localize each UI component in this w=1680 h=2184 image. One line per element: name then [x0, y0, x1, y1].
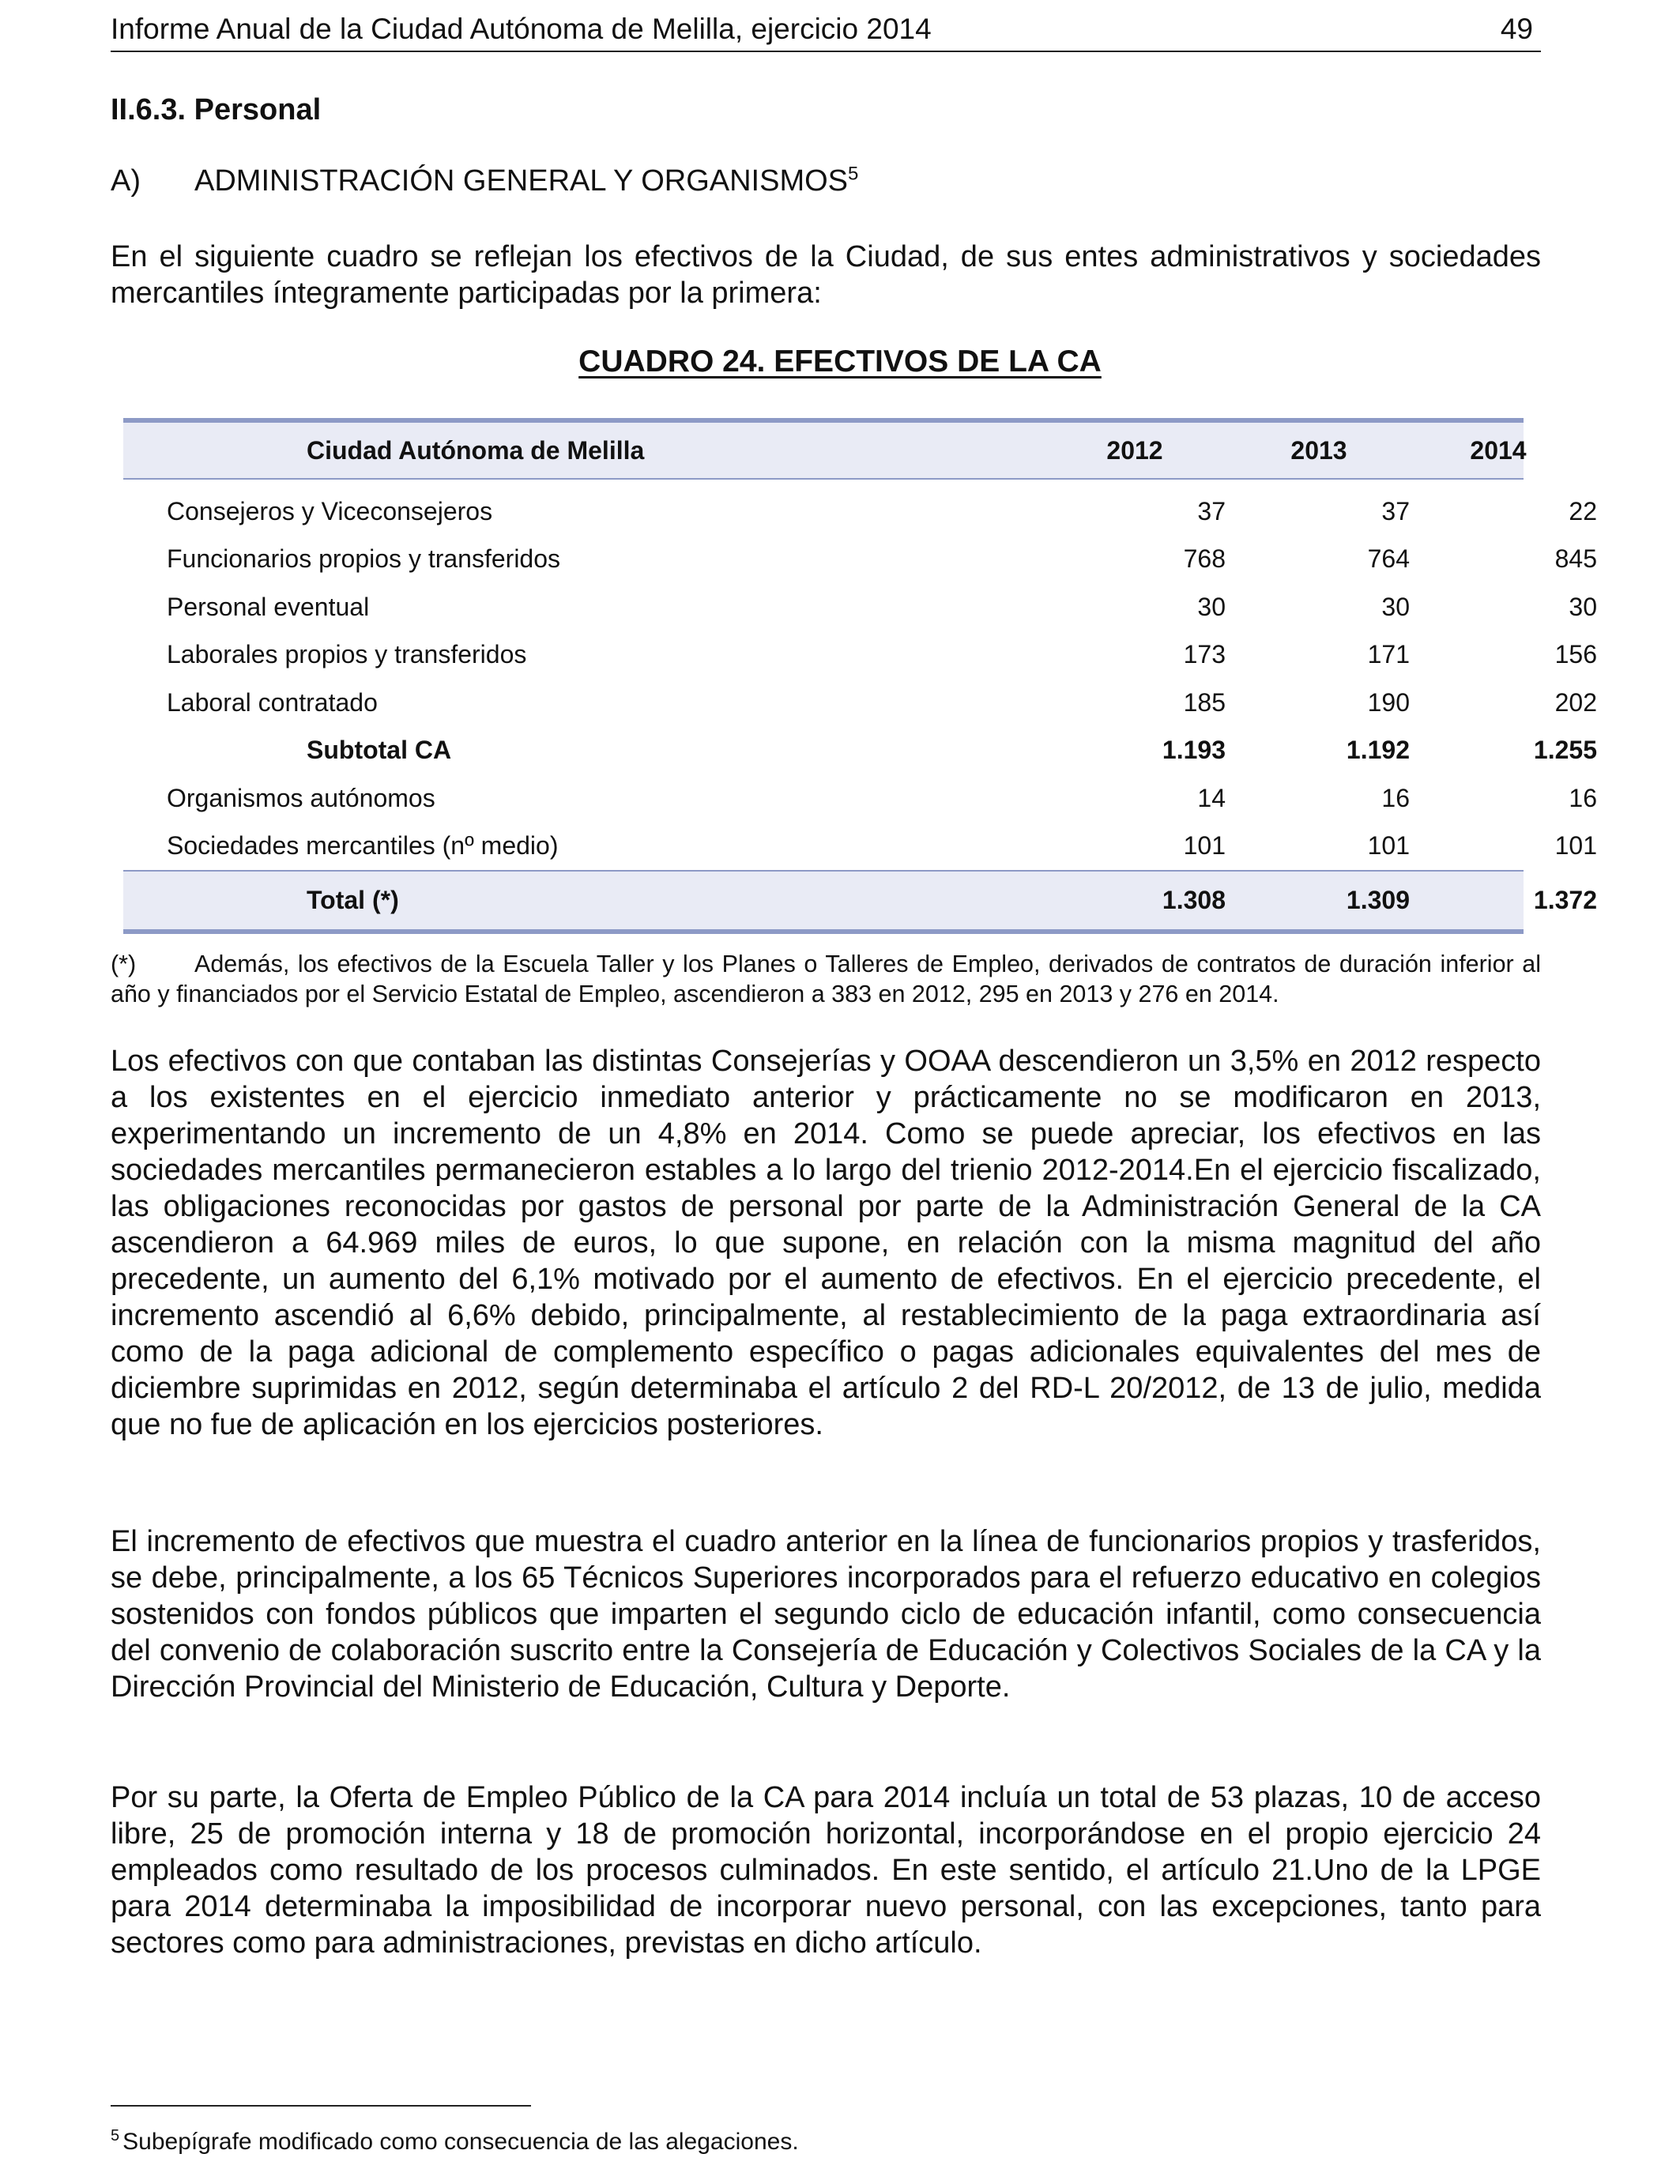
- table-note-text: Además, los efectivos de la Escuela Taller y los Planes o Talleres de Empleo, derivados de contratos de duración inferior al año y financiados por el Servicio Estatal de Empleo, ascendieron a 383 en 2012, 295 en 2013 y 276 en 2014.: [111, 951, 1541, 1007]
- row-value-2014: 202: [1554, 687, 1597, 717]
- row-value-2013: 190: [1367, 687, 1410, 717]
- row-value-2014: 845: [1554, 544, 1597, 574]
- table-row: [123, 679, 1597, 727]
- table-row-total: [123, 872, 1597, 929]
- header-year-2013: 2013: [1290, 435, 1347, 465]
- header-label: Ciudad Autónoma de Melilla: [307, 435, 645, 465]
- row-value-2013: 1.192: [1346, 736, 1410, 765]
- row-label: Sociedades mercantiles (nº medio): [167, 831, 559, 860]
- row-value-2014: 22: [1569, 496, 1597, 525]
- row-value-2014: 16: [1569, 783, 1597, 812]
- header-year-2012: 2012: [1106, 435, 1163, 465]
- row-value-2013: 30: [1381, 592, 1410, 621]
- footnote-divider: [111, 2105, 531, 2107]
- row-value-2013: 764: [1367, 544, 1410, 574]
- row-value-2012: 37: [1197, 496, 1226, 525]
- table-row: [123, 631, 1597, 680]
- page-number: 49: [1500, 13, 1533, 45]
- paragraph-1: Los efectivos con que contaban las distintas Consejerías y OOAA descendieron un 3,5% en 2012 respecto a los existentes en el ejercicio inmediato anterior y prácticamente no se modificaron en 2013, experimentando un incremento de un 4,8% en 2014. Como se puede apreciar, los efectivos en las sociedades mercantiles permanecieron estables a lo largo del trienio 2012-2014.En el ejercicio fiscalizado, las obligaciones reconocidas por gastos de personal por parte de la Administración General de la CA ascendieron a 64.969 miles de euros, lo que supone, en relación con la misma magnitud del año precedente, un aumento del 6,1% motivado por el aumento de efectivos. En el ejercicio precedente, el incremento ascendió al 6,6% debido, principalmente, al restablecimiento de la paga extraordinaria así como de la paga adicional de complemento específico o pagas adicionales equivalentes del mes de diciembre suprimidas en 2012, según determinaba el artículo 2 del RD-L 20/2012, de 13 de julio, medida que no fue de aplicación en los ejercicios posteriores.: [111, 1045, 1541, 1441]
- table-caption: [0, 345, 1680, 379]
- row-label: Laboral contratado: [167, 687, 378, 717]
- total-value-2012: 1.308: [1162, 886, 1226, 914]
- row-value-2014: 1.255: [1533, 736, 1597, 765]
- subsection-title-text: ADMINISTRACIÓN GENERAL Y ORGANISMOS: [194, 164, 849, 198]
- row-label: Subtotal CA: [307, 736, 452, 765]
- row-value-2012: 768: [1183, 544, 1226, 574]
- table-header-row: [123, 423, 1527, 478]
- row-value-2014: 156: [1554, 640, 1597, 669]
- table-note-mark: (*): [111, 951, 137, 977]
- subsection-title: [111, 164, 858, 198]
- row-value-2014: 101: [1554, 831, 1597, 860]
- row-value-2013: 101: [1367, 831, 1410, 860]
- row-value-2012: 101: [1183, 831, 1226, 860]
- intro-paragraph: En el siguiente cuadro se reflejan los efectivos de la Ciudad, de sus entes administrativos y sociedades mercantiles íntegramente participadas por la primera:: [111, 240, 1541, 310]
- total-label: Total (*): [307, 886, 399, 914]
- table-row: [123, 536, 1597, 584]
- row-label: Funcionarios propios y transferidos: [167, 544, 561, 574]
- row-value-2013: 171: [1367, 640, 1410, 669]
- table-row: [123, 488, 1597, 536]
- row-value-2014: 30: [1569, 592, 1597, 621]
- row-value-2013: 16: [1381, 783, 1410, 812]
- table-row: [123, 823, 1597, 871]
- total-value-2014: 1.372: [1533, 886, 1597, 914]
- row-label: Organismos autónomos: [167, 783, 435, 812]
- row-value-2012: 185: [1183, 687, 1226, 717]
- footnote-text: Subepígrafe modificado como consecuencia de las alegaciones.: [122, 2129, 799, 2155]
- section-title: II.6.3. Personal: [111, 93, 322, 126]
- subsection-letter: A): [111, 164, 141, 198]
- page-header: [111, 13, 1541, 52]
- row-value-2012: 14: [1197, 783, 1226, 812]
- table-caption-text: CUADRO 24. EFECTIVOS DE LA CA: [578, 345, 1102, 378]
- table-row: [123, 774, 1597, 823]
- row-value-2013: 37: [1381, 496, 1410, 525]
- table-note: [111, 949, 1541, 1009]
- footnote-ref[interactable]: 5: [848, 163, 859, 185]
- footnote-number: 5: [111, 2127, 120, 2144]
- table-row: [123, 583, 1597, 631]
- row-label: Laborales propios y transferidos: [167, 640, 527, 669]
- paragraph-3: Por su parte, la Oferta de Empleo Público de la CA para 2014 incluía un total de 53 plazas, 10 de acceso libre, 25 de promoción interna y 18 de promoción horizontal, incorporándose en el propio ejercicio 24 empleados como resultado de los procesos culminados. En este sentido, el artículo 21.Uno de la LPGE para 2014 determinaba la imposibilidad de incorporar nuevo personal, con las excepciones, tanto para sectores como para administraciones, previstas en dicho artículo.: [111, 1781, 1541, 1960]
- efectivos-table: [123, 418, 1597, 934]
- row-label: Personal eventual: [167, 592, 370, 621]
- header-year-2014: 2014: [1470, 435, 1527, 465]
- row-value-2012: 173: [1183, 640, 1226, 669]
- footnote: [111, 2129, 799, 2156]
- total-value-2013: 1.309: [1346, 886, 1410, 914]
- table-row-subtotal: [123, 727, 1597, 775]
- header-title: Informe Anual de la Ciudad Autónoma de Melilla, ejercicio 2014: [111, 13, 932, 45]
- row-value-2012: 1.193: [1162, 736, 1226, 765]
- paragraph-2: El incremento de efectivos que muestra el cuadro anterior en la línea de funcionarios propios y trasferidos, se debe, principalmente, a los 65 Técnicos Superiores incorporados para el refuerzo educativo en colegios sostenidos con fondos públicos que imparten el segundo ciclo de educación infantil, como consecuencia del convenio de colaboración suscrito entre la Consejería de Educación y Colectivos Sociales de la CA y la Dirección Provincial del Ministerio de Educación, Cultura y Deporte.: [111, 1525, 1541, 1704]
- table-bottom-rule: [123, 929, 1524, 934]
- row-value-2012: 30: [1197, 592, 1226, 621]
- row-label: Consejeros y Viceconsejeros: [167, 496, 493, 525]
